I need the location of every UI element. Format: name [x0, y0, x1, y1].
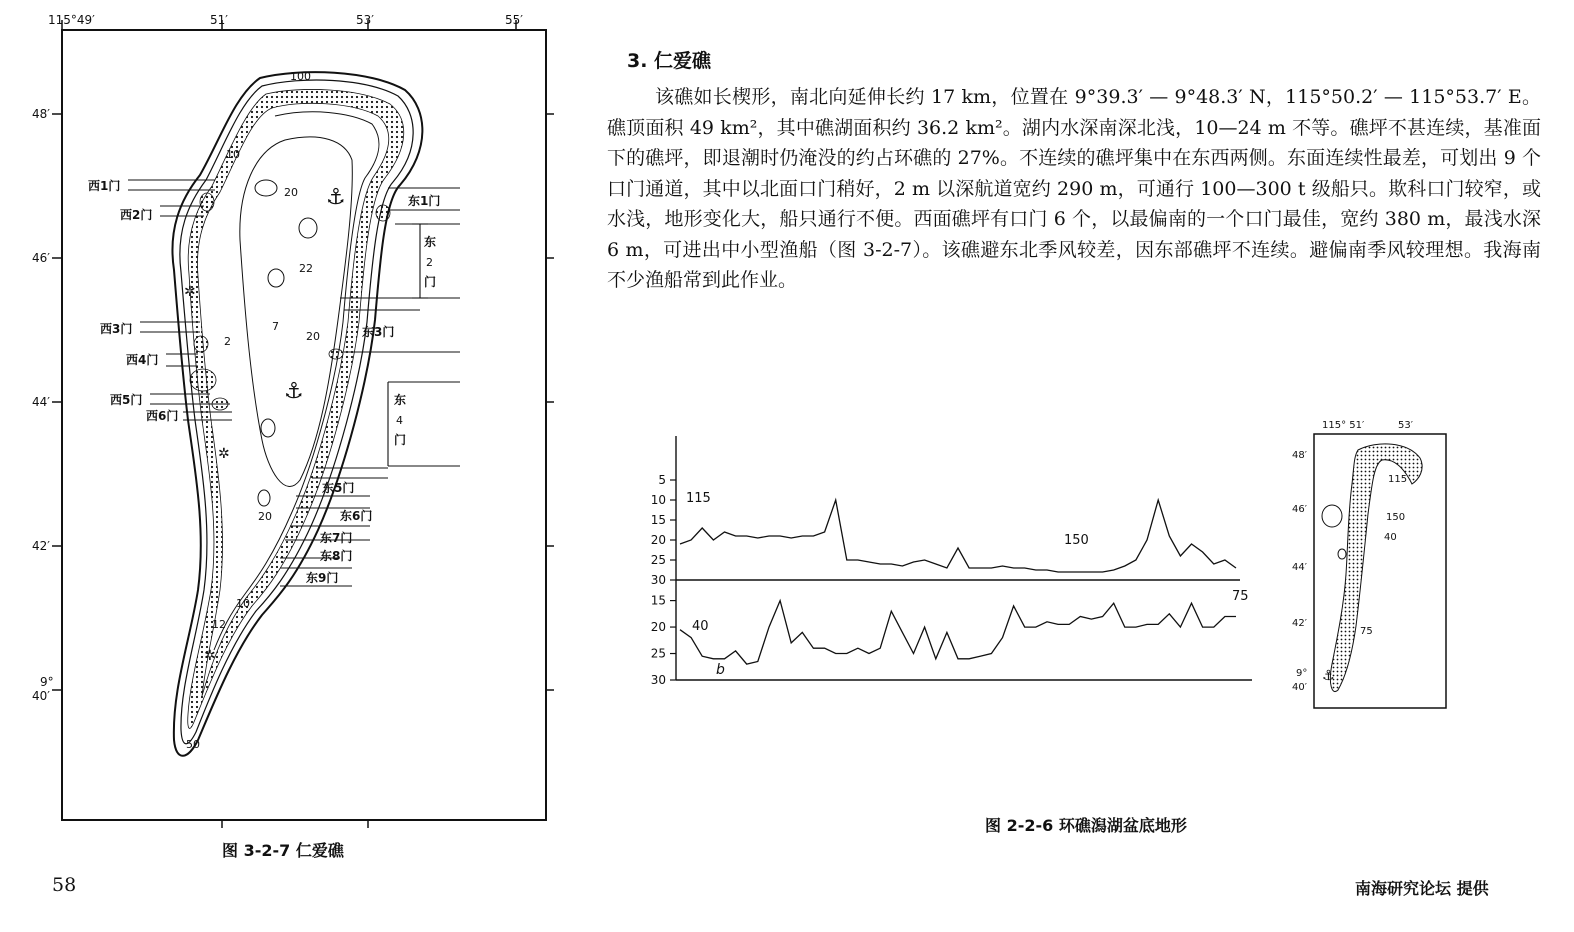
depth-label-2: 2: [224, 335, 231, 348]
anchor-icon: ⚓: [326, 185, 346, 210]
inset-reef-outline: [1330, 444, 1422, 692]
patch-reef-3: [268, 269, 284, 287]
inset-lat-label-9: 9°: [1296, 668, 1308, 679]
lat-label-48: 48′: [32, 107, 50, 121]
depth-label-22: 22: [299, 262, 313, 275]
depth-label-10b: 10: [236, 597, 250, 610]
section-body-text: 该礁如长楔形，南北向延伸长约 17 km，位置在 9°39.3′ — 9°48.3′ N，115°50.2′ — 115°53.7′ E。礁顶面积 49 km²，其中礁湖面积约 36.2 km²。湖内水深南深北浅，10—24 m 不等。礁坪不甚连续，基准面下的礁坪，即退潮时仍淹没的约占环礁的 27%。不连续的礁坪集中在东西两侧。东面连续性最差，可划出 9 个口门通道，其中以北面口门稍好，2 m 以深航道宽约 290 m，可通行 100—300 t 级船只。欺科口门较窄，或水浅，地形变化大，船只通行不便。西面礁坪有口门 6 个，以最偏南的一个口门最佳，宽约 380 m，最浅水深 6 m，可进出中小型渔船（图 3-2-7）。该礁避东北季风较差，因东部礁坪不连续。避偏南季风较理想。我海南不少渔船常到此作业。: [607, 86, 1541, 291]
lat-label-42: 42′: [32, 539, 50, 553]
lower-axis-ticks: [651, 594, 676, 687]
map-frame: [62, 30, 546, 820]
depth-label-7: 7: [272, 320, 279, 333]
series-label-150: 150: [1064, 533, 1089, 548]
inset-lat-label-46: 46′: [1292, 504, 1307, 515]
inset-lat-label-40: 40′: [1292, 682, 1307, 693]
series-label-40: 40: [692, 619, 709, 634]
depth-label-20c: 20: [258, 510, 272, 523]
lon-label-2: 51′: [210, 13, 228, 27]
inset-label-75: 75: [1360, 626, 1373, 637]
inset-lat-label-48: 48′: [1292, 450, 1307, 461]
reef-map: [0, 0, 590, 880]
rock-icon: ✲: [218, 446, 230, 462]
inset-patch-reef: [1322, 505, 1342, 527]
inset-map: [1288, 414, 1458, 714]
depth-label-10: 10: [226, 148, 240, 161]
inset-lon-label-1: 115° 51′: [1322, 420, 1365, 431]
gate-label-e5: 东5门: [322, 481, 355, 495]
series-line-upper: [680, 500, 1236, 572]
page-number: 58: [52, 874, 77, 896]
gate-label-w6: 西6门: [146, 409, 179, 423]
lat-label-46: 46′: [32, 251, 50, 265]
provider-credit: 南海研究论坛 提供: [1355, 879, 1489, 898]
depth-label-100: 100: [290, 70, 311, 83]
gate-label-e9: 东9门: [306, 571, 339, 585]
rock-icon: ✲: [184, 284, 196, 300]
gate-label-e2-char2: 2: [426, 256, 433, 269]
axis-tick-label: 15: [650, 593, 666, 608]
axis-tick-label: 5: [658, 473, 666, 487]
depth-label-50: 50: [186, 738, 200, 751]
gate-label-w4: 西4门: [126, 353, 159, 367]
lon-label-1: 115°49′: [48, 13, 95, 27]
depth-label-20b: 20: [306, 330, 320, 343]
profile-chart: [640, 430, 1260, 700]
rock-icon: ✲: [204, 648, 216, 664]
gate-label-e4-char3: 门: [394, 433, 407, 447]
axis-tick-label: 25: [650, 553, 666, 567]
section-heading: 3. 仁爱礁: [627, 50, 712, 72]
axis-tick-label: 30: [650, 573, 666, 587]
lon-label-4: 55′: [505, 13, 523, 27]
inset-label-115: 115: [1388, 474, 1408, 485]
map-caption: 图 3-2-7 仁爱礁: [222, 841, 344, 860]
upper-axis-ticks: [651, 473, 676, 587]
axis-tick-label: 20: [650, 620, 666, 635]
patch-reef-1: [255, 180, 277, 196]
depth-label-12: 12: [212, 618, 226, 631]
gate-label-w5: 西5门: [110, 393, 143, 407]
series-label-b: b: [716, 662, 725, 678]
axis-tick-label: 20: [650, 533, 666, 547]
gate-label-e4-char1: 东: [394, 393, 407, 407]
lat-label-40: 40′: [32, 689, 50, 703]
gate-label-w2: 西2门: [120, 208, 153, 222]
lat-label-44: 44′: [32, 395, 50, 409]
gate-label-e3: 东3门: [362, 325, 395, 339]
gate-label-e2-char1: 东: [424, 235, 437, 249]
depth-label-20: 20: [284, 186, 298, 199]
series-line-lower: [680, 601, 1236, 665]
gate-label-w1: 西1门: [88, 179, 121, 193]
axis-tick-label: 15: [650, 513, 666, 527]
gate-label-w3: 西3门: [100, 322, 133, 336]
gate-label-e7: 东7门: [320, 531, 353, 545]
inset-label-40: 40: [1384, 532, 1397, 543]
gate-label-e6: 东6门: [340, 509, 373, 523]
inset-patch-reef: [1338, 549, 1346, 559]
inset-lat-label-44: 44′: [1292, 562, 1307, 573]
profile-caption: 图 2-2-6 环礁潟湖盆底地形: [985, 816, 1187, 835]
lon-label-3: 53′: [356, 13, 374, 27]
series-label-75: 75: [1232, 589, 1249, 604]
anchor-icon: ⚓: [284, 379, 304, 404]
axis-tick-label: 10: [650, 493, 666, 507]
gate-label-e8: 东8门: [320, 549, 353, 563]
lat-label-9: 9°: [40, 675, 54, 689]
inset-label-150: 150: [1386, 512, 1406, 523]
inset-lat-label-42: 42′: [1292, 618, 1307, 629]
inset-anchor-icon: ⚓: [1322, 668, 1335, 684]
series-label-115: 115: [686, 491, 711, 506]
inset-lon-label-2: 53′: [1398, 420, 1413, 431]
axis-tick-label: 30: [650, 673, 666, 687]
reef-map-figure: [0, 0, 590, 880]
gate-label-e2-char3: 门: [424, 275, 437, 289]
map-ticks: [52, 20, 554, 828]
patch-reef-4: [261, 419, 275, 437]
gate-label-e4-char2: 4: [396, 414, 403, 427]
gate-label-e1: 东1门: [408, 194, 441, 208]
patch-reef-2: [299, 218, 317, 238]
patch-reef-5: [258, 490, 270, 506]
axis-tick-label: 25: [650, 646, 666, 661]
